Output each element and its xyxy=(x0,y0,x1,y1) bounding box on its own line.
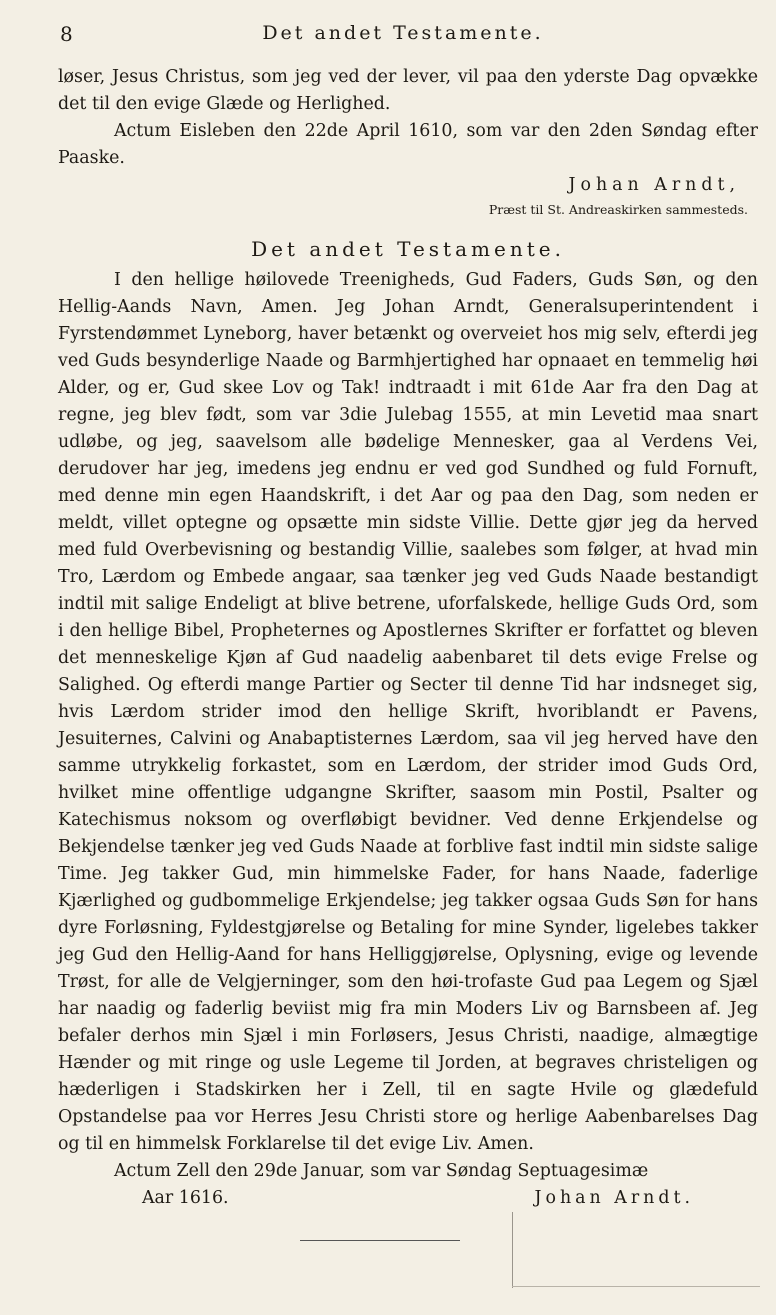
binding-edge-horizontal xyxy=(512,1286,760,1287)
signature-name: Johan Arndt, xyxy=(568,175,740,195)
closing-line-2 xyxy=(58,1185,758,1212)
footer-rule xyxy=(300,1240,460,1241)
closing-year: Aar 1616. xyxy=(142,1188,229,1208)
section-heading: Det andet Testamente. xyxy=(251,237,565,261)
page-header xyxy=(60,22,746,48)
page-number: 8 xyxy=(60,22,73,46)
intro-actum-line: Actum Eisleben den 22de April 1610, som var den 2den Søndag efter Paaske. xyxy=(58,121,758,168)
signature-title: Præst til St. Andreaskirken sammesteds. xyxy=(488,202,748,217)
testament-body: I den hellige høilovede Treenigheds, Gud Faders, Guds Søn, og den Hellig-Aands Navn, Amen. Jeg Johan Arndt, Generalsuperintendent i Fyrstendømmet Lyneborg, haver betænkt og overveiet hos mig selv, efterdi jeg ved Guds besynderlige Naade og Barmhjertighed har opnaaet en temmelig høi Alder, og er, Gud skee Lov og Tak! indtraadt i mit 61de Aar fra den Dag at regne, jeg blev født, som var 3die Julebag 1555, at min Levetid maa snart udløbe, og jeg, saavelsom alle bødelige Mennesker, gaa al Verdens Vei, derudover har jeg, imedens jeg endnu er ved god Sundhed og fuld Fornuft, med denne min egen Haandskrift, i det Aar og paa den Dag, som neden er meldt, villet optegne og opsætte min sidste Villie. Dette gjør jeg da herved med fuld Overbevisning og bestandig Villie, saalebes som følger, at hvad min Tro, Lærdom og Embede angaar, saa tænker jeg ved Guds Naade bestandigt indtil mit salige Endeligt at blive betrene, uforfalskede, hellige Guds Ord, som i den hellige Bibel, Propheternes og Apostlernes Skrifter er forfattet og bleven det menneskelige Kjøn af Gud naadelig aabenbaret til dets evige Frelse og Salighed. Og efterdi mange Partier og Secter til denne Tid har indsneget sig, hvis Lærdom strider imod den hellige Skrift, hvoriblandt er Pavens, Jesuiternes, Calvini og Anabaptisternes Lærdom, saa vil jeg herved have den samme utrykkelig forkastet, som en Lærdom, der strider imod Guds Ord, hvilket mine offentlige udgangne Skrifter, saasom min Postil, Psalter og Katechismus noksom og overfløbigt bevidner. Ved denne Erkjendelse og Bekjendelse tænker jeg ved Guds Naade at forblive fast indtil min sidste salige Time. Jeg takker Gud, min himmelske Fader, for hans Naade, faderlige Kjærlighed og gudbommelige Erkjendelse; jeg takker ogsaa Guds Søn for hans dyre Forløsning, Fyldestgjørelse og Betaling for mine Synder, ligelebes takker jeg Gud den Hellig-Aand for hans Helliggjørelse, Oplysning, evige og levende Trøst, for alle de Velgjerninger, som den høi-trofaste Gud paa Legem og Sjæl har naadig og faderlig beviist mig fra min Moders Liv og Barnsbeen af. Jeg befaler derhos min Sjæl i min Forløsers, Jesus Christi, naadige, almægtige Hænder og mit ringe og usle Legeme til Jorden, at begraves christeligen og hæderligen i Stadskirken her i Zell, til en sagte Hvile og glædefuld Opstandelse paa vor Herres Jesu Christi store og herlige Aabenbarelses Dag og til en himmelsk Forklarelse til det evige Liv. Amen. xyxy=(58,270,758,1154)
binding-edge-vertical xyxy=(512,1212,513,1288)
closing-actum: Actum Zell den 29de Januar, som var Søndag Septuagesimæ xyxy=(114,1161,649,1181)
running-title: Det andet Testamente. xyxy=(262,22,544,44)
intro-signature-row xyxy=(58,172,758,199)
closing-line-1 xyxy=(58,1158,758,1185)
intro-paragraph: løser, Jesus Christus, som jeg ved der lever, vil paa den yderste Dag opvække det til den evige Glæde og Herlighed. xyxy=(58,67,758,114)
page-body xyxy=(58,64,758,1212)
closing-signature: Johan Arndt. xyxy=(534,1188,694,1208)
